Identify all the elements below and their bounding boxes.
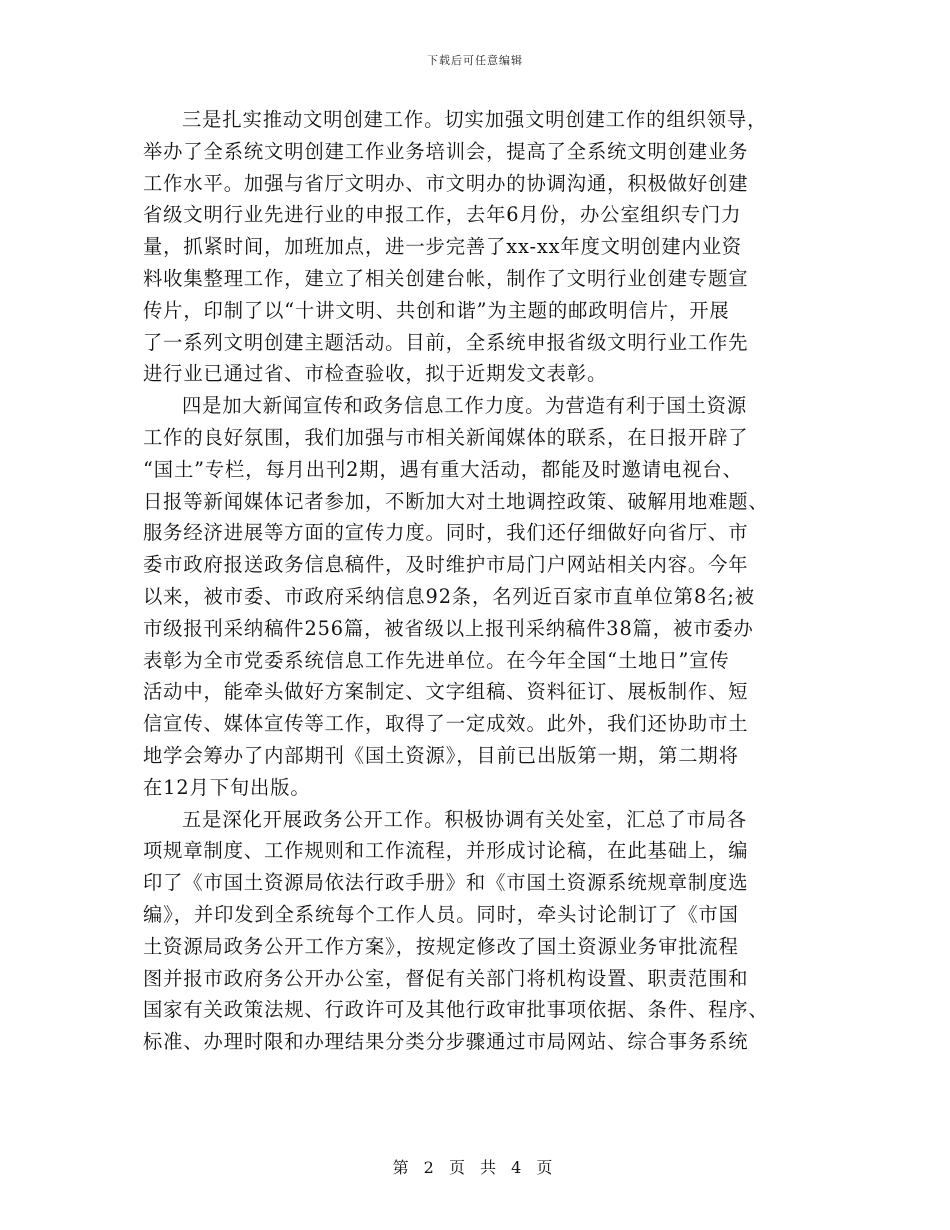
text-line: 料收集整理工作，建立了相关创建台帐，制作了文明行业创建专题宣 (143, 266, 749, 290)
text-line: 在12月下旬出版。 (143, 775, 311, 799)
text-line: 表彰为全市党委系统信息工作先进单位。在今年全国“土地日”宣传 (143, 648, 730, 672)
text-line: 信宣传、媒体宣传等工作，取得了一定成效。此外，我们还协助市土 (143, 712, 749, 736)
text-line: 以来，被市委、市政府采纳信息92条，名列近百家市直单位第8名;被 (143, 584, 755, 608)
paragraph-publicity (143, 390, 807, 803)
text-line: 三是扎实推动文明创建工作。切实加强文明创建工作的组织领导， (182, 108, 768, 131)
text-line: 地学会筹办了内部期刊《国土资源》，目前已出版第一期，第二期将 (143, 743, 739, 767)
text-line: 印了《市国土资源局依法行政手册》和《市国土资源系统规章制度选 (143, 871, 749, 895)
text-line: 编》，并印发到全系统每个工作人员。同时，牵头讨论制订了《市国 (143, 902, 739, 926)
text-line: 传片，印制了以“十讲文明、共创和谐”为主题的邮政明信片，开展 (143, 298, 730, 322)
text-line: 量，抓紧时间，加班加点，进一步完善了xx-xx年度文明创建内业资 (143, 235, 743, 259)
text-line: “国土”专栏，每月出刊2期，遇有重大活动，都能及时邀请电视台、 (143, 457, 743, 481)
text-line: 五是深化开展政务公开工作。积极协调有关处室，汇总了市局各 (182, 807, 748, 831)
text-line: 工作的良好氛围，我们加强与市相关新闻媒体的联系，在日报开辟了 (143, 425, 749, 449)
text-line: 标准、办理时限和办理结果分类分步骤通过市局网站、综合事务系统 (143, 1030, 749, 1054)
paragraph-civilization (143, 104, 807, 390)
text-line: 工作水平。加强与省厅文明办、市文明办的协调沟通，积极做好创建 (143, 171, 749, 195)
text-line: 举办了全系统文明创建工作业务培训会，提高了全系统文明创建业务 (143, 139, 749, 163)
text-line: 了一系列文明创建主题活动。目前，全系统申报省级文明行业工作先 (143, 330, 749, 354)
text-line: 活动中，能牵头做好方案制定、文字组稿、资料征订、展板制作、短 (143, 680, 749, 704)
text-line: 项规章制度、工作规则和工作流程，并形成讨论稿，在此基础上，编 (143, 839, 749, 863)
text-line: 委市政府报送政务信息稿件，及时维护市局门户网站相关内容。今年 (143, 553, 749, 577)
text-line: 省级文明行业先进行业的申报工作，去年6月份，办公室组织专门力 (143, 203, 742, 227)
text-line: 四是加大新闻宣传和政务信息工作力度。为营造有利于国土资源 (182, 394, 748, 418)
text-line: 市级报刊采纳稿件256篇，被省级以上报刊采纳稿件38篇，被市委办 (143, 616, 754, 640)
text-line: 进行业已通过省、市检查验收，拟于近期发文表彰。 (143, 362, 608, 386)
page-header: 下载后可任意编辑 (427, 54, 523, 67)
document-body (143, 104, 807, 1058)
page-number: 第 2 页 共 4 页 (392, 1158, 558, 1177)
text-line: 土资源局政务公开工作方案》，按规定修改了国土资源业务审批流程 (143, 934, 739, 958)
text-line: 日报等新闻媒体记者参加，不断加大对土地调控政策、破解用地难题、 (143, 489, 769, 513)
text-line: 国家有关政策法规、行政许可及其他行政审批事项依据、条件、程序、 (143, 998, 769, 1022)
text-line: 服务经济进展等方面的宣传力度。同时，我们还仔细做好向省厅、市 (143, 521, 749, 545)
text-line: 图并报市政府务公开办公室，督促有关部门将机构设置、职责范围和 (143, 966, 749, 990)
paragraph-government-affairs (143, 804, 807, 1058)
